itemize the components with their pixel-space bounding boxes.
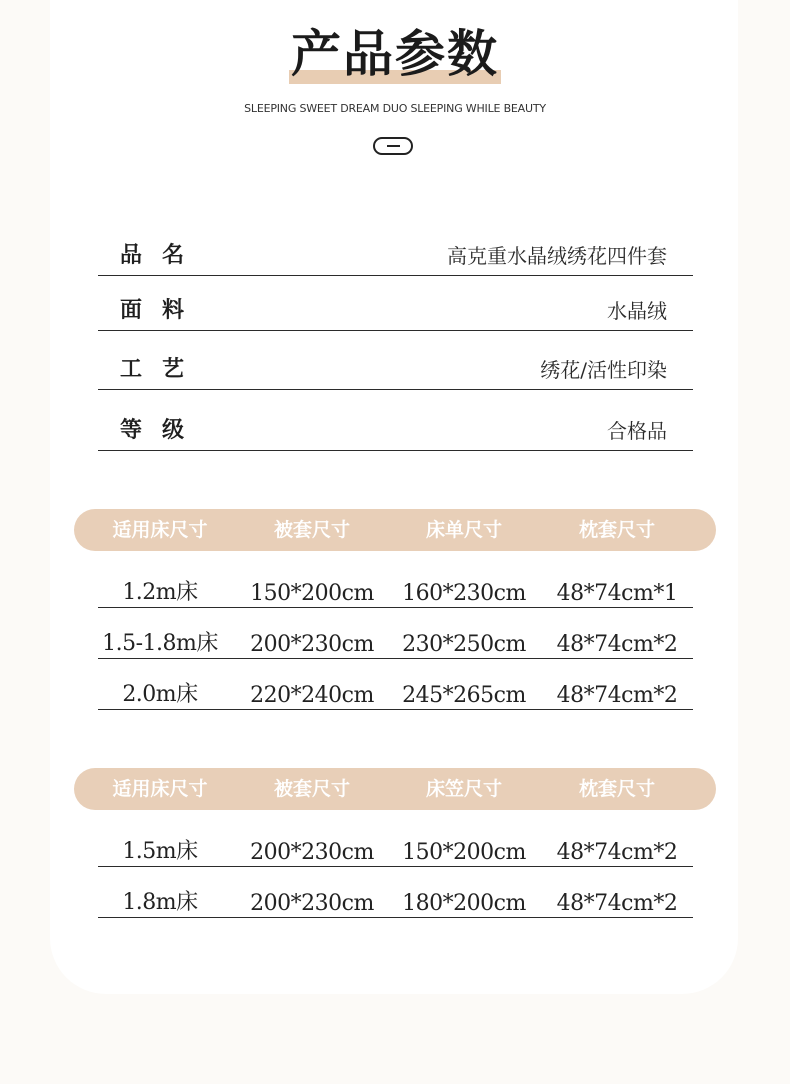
table-cell: 48*74cm*2 bbox=[556, 632, 678, 657]
page-title bbox=[289, 22, 501, 86]
table-cell: 220*240cm bbox=[250, 683, 374, 708]
table-cell: 1.2m床 bbox=[122, 580, 198, 605]
spec-row-grade bbox=[98, 389, 693, 451]
table-cell: 200*230cm bbox=[250, 632, 374, 657]
table-cell: 150*200cm bbox=[402, 840, 526, 865]
table-cell: 48*74cm*1 bbox=[556, 581, 678, 606]
table-row bbox=[98, 879, 693, 918]
table-cell: 48*74cm*2 bbox=[556, 683, 678, 708]
spec-value: 绣花/活性印染 bbox=[540, 358, 667, 382]
header-bed-size: 适用床尺寸 bbox=[112, 519, 208, 541]
spec-value: 高克重水晶绒绣花四件套 bbox=[447, 244, 667, 268]
table-cell: 160*230cm bbox=[402, 581, 526, 606]
size-table-2-header bbox=[74, 768, 716, 810]
table-cell: 200*230cm bbox=[250, 840, 374, 865]
size-table-1-header bbox=[74, 509, 716, 551]
table-cell: 48*74cm*2 bbox=[556, 840, 678, 865]
header-duvet-size: 被套尺寸 bbox=[273, 519, 350, 541]
header-fitted-sheet-size: 床笠尺寸 bbox=[425, 778, 502, 800]
spec-row-fabric bbox=[98, 275, 693, 331]
header-bed-size: 适用床尺寸 bbox=[112, 778, 208, 800]
table-cell: 200*230cm bbox=[250, 891, 374, 916]
header-sheet-size: 床单尺寸 bbox=[425, 519, 502, 541]
spec-row-name bbox=[98, 236, 693, 276]
header-duvet-size: 被套尺寸 bbox=[273, 778, 350, 800]
spec-value: 水晶绒 bbox=[607, 299, 667, 323]
spec-value: 合格品 bbox=[607, 419, 667, 443]
table-row bbox=[98, 620, 693, 659]
page-title-text: 产品参数 bbox=[291, 25, 499, 83]
spec-label: 面料 bbox=[120, 297, 205, 323]
spec-row-craft bbox=[98, 330, 693, 390]
header-pillowcase-size: 枕套尺寸 bbox=[578, 778, 655, 800]
spec-label: 工艺 bbox=[120, 356, 205, 382]
table-row bbox=[98, 569, 693, 608]
table-cell: 2.0m床 bbox=[122, 682, 198, 707]
pill-minus-icon bbox=[373, 137, 413, 155]
table-cell: 48*74cm*2 bbox=[556, 891, 678, 916]
table-cell: 1.5-1.8m床 bbox=[102, 631, 218, 656]
title-block bbox=[0, 22, 790, 86]
table-cell: 150*200cm bbox=[250, 581, 374, 606]
table-cell: 1.8m床 bbox=[122, 890, 198, 915]
header-pillowcase-size: 枕套尺寸 bbox=[578, 519, 655, 541]
table-cell: 245*265cm bbox=[402, 683, 526, 708]
spec-label: 等级 bbox=[120, 417, 205, 443]
page-subtitle: SLEEPING SWEET DREAM DUO SLEEPING WHILE BEAUTY bbox=[244, 102, 546, 115]
table-row bbox=[98, 671, 693, 710]
spec-label: 品名 bbox=[120, 242, 205, 268]
table-row bbox=[98, 828, 693, 867]
table-cell: 230*250cm bbox=[402, 632, 526, 657]
table-cell: 180*200cm bbox=[402, 891, 526, 916]
table-cell: 1.5m床 bbox=[122, 839, 198, 864]
